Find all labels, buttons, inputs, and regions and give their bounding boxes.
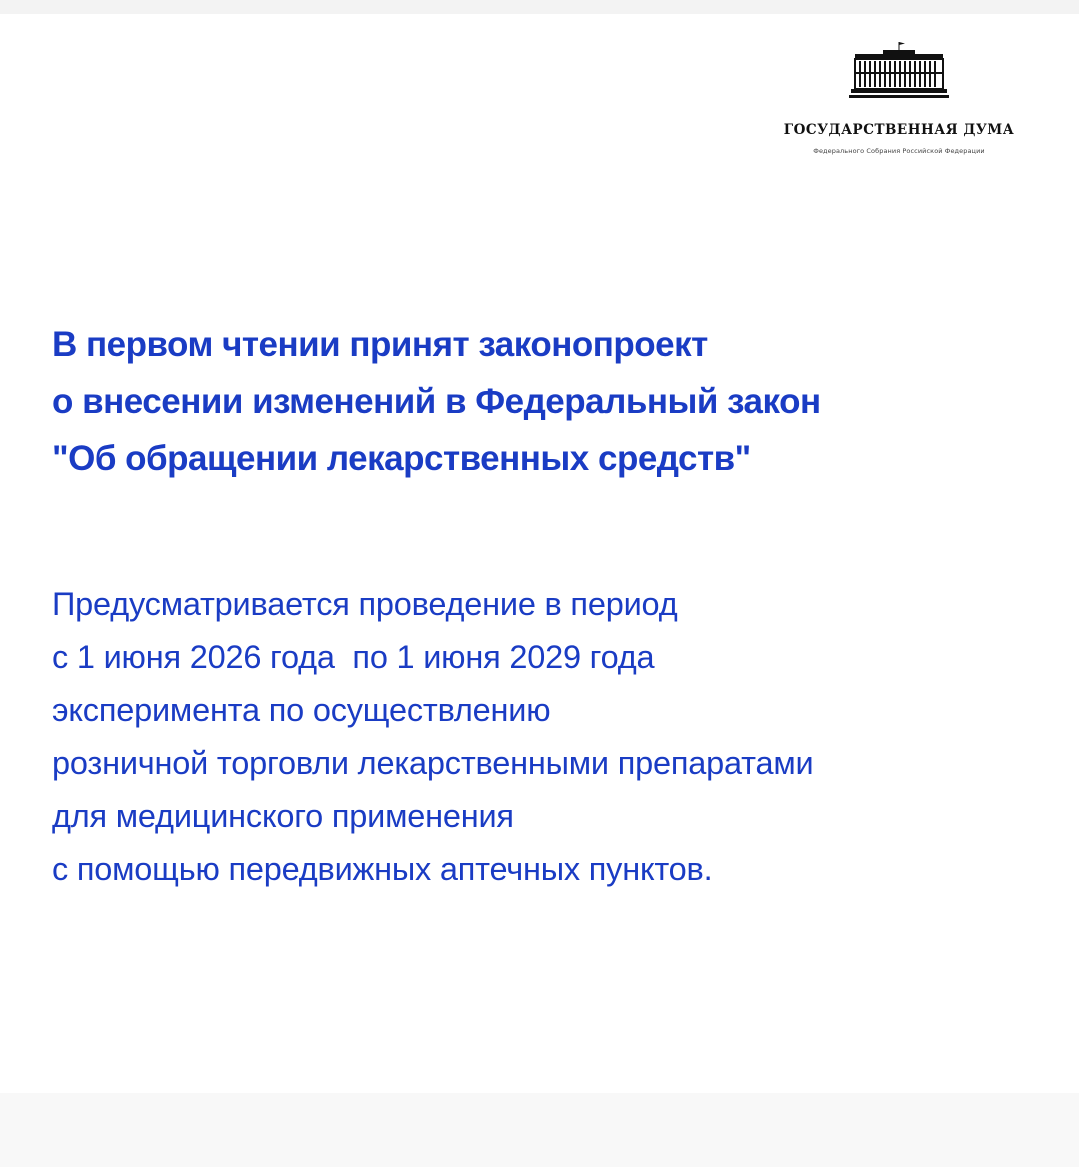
headline-line: о внесении изменений в Федеральный закон [52,382,821,421]
bottom-strip [0,1093,1079,1167]
state-duma-building-icon [849,40,949,102]
body-line: эксперимента по осуществлению [52,692,551,728]
headline-line: В первом чтении принят законопроект [52,325,708,364]
body-paragraph [52,578,1052,896]
organization-logo [740,40,1058,155]
body-line: с 1 июня 2026 года по 1 июня 2029 года [52,639,655,675]
body-line: Предусматривается проведение в период [52,586,678,622]
organization-title: ГОСУДАРСТВЕННАЯ ДУМА [783,122,1015,138]
headline [52,316,1042,487]
headline-line: "Об обращении лекарственных средств" [52,439,751,478]
body-line: для медицинского применения [52,798,514,834]
top-strip [0,0,1079,14]
body-line: с помощью передвижных аптечных пунктов. [52,851,713,887]
organization-subtitle: Федерального Собрания Российской Федерации [813,147,985,155]
body-line: розничной торговли лекарственными препаратами [52,745,814,781]
